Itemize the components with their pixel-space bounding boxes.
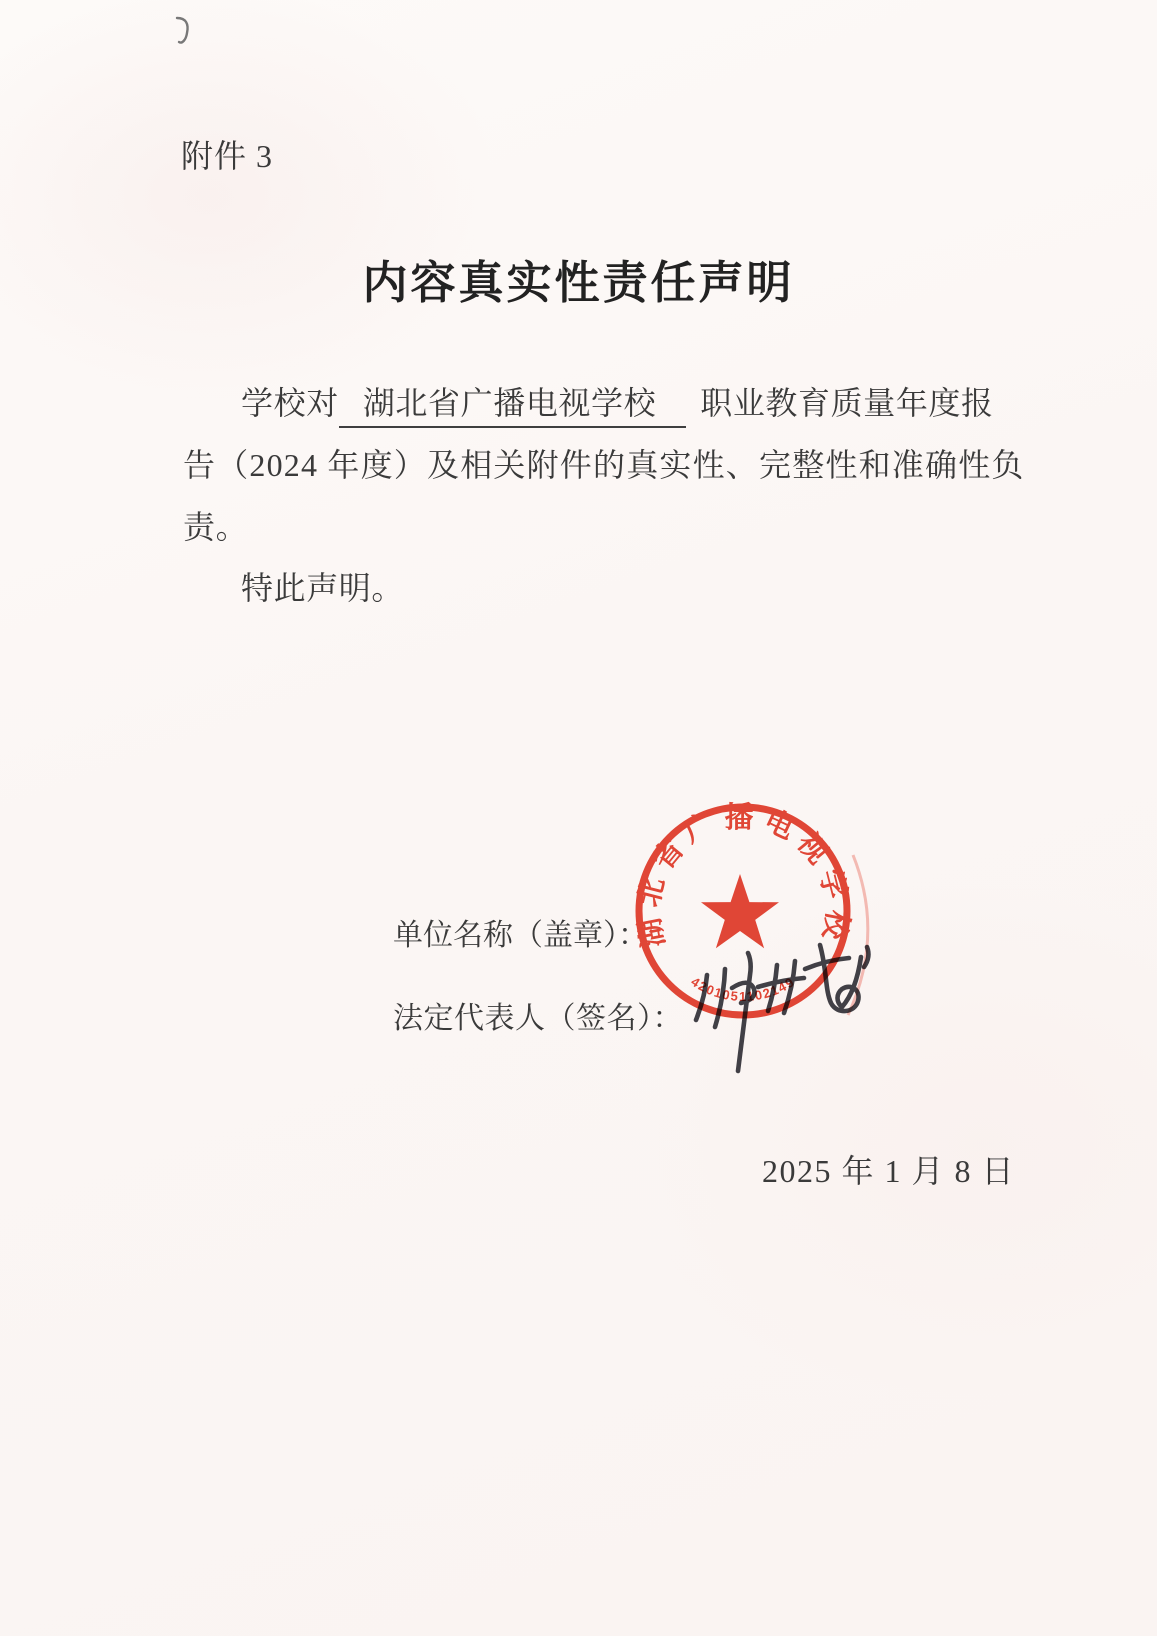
document-date: 2025 年 1 月 8 日 — [762, 1153, 1016, 1189]
body-line1-suffix: 职业教育质量年度报 — [700, 385, 994, 421]
body-line-1 — [183, 378, 994, 428]
seal-code: 4201051102149 — [688, 973, 798, 1005]
body-line1-prefix: 学校对 — [241, 385, 339, 421]
legal-representative-label: 法定代表人（签名）： — [393, 1002, 683, 1035]
school-name-underlined: 湖北省广播电视学校 — [339, 378, 686, 428]
document-title: 内容真实性责任声明 — [362, 258, 795, 308]
body-line-3: 责。 — [183, 509, 249, 545]
handwritten-signature — [655, 895, 885, 1075]
body-line-2: 告（2024 年度）及相关附件的真实性、完整性和准确性负 — [183, 447, 1025, 483]
closing-line — [183, 563, 404, 609]
seal-ring-text: 湖北省广播电视学校 — [632, 801, 854, 951]
unit-name-label: 单位名称（盖章）： — [393, 919, 648, 952]
attachment-label: 附件 3 — [181, 138, 274, 174]
closing-text: 特此声明。 — [241, 570, 405, 606]
scan-artifact-mark — [172, 14, 204, 52]
